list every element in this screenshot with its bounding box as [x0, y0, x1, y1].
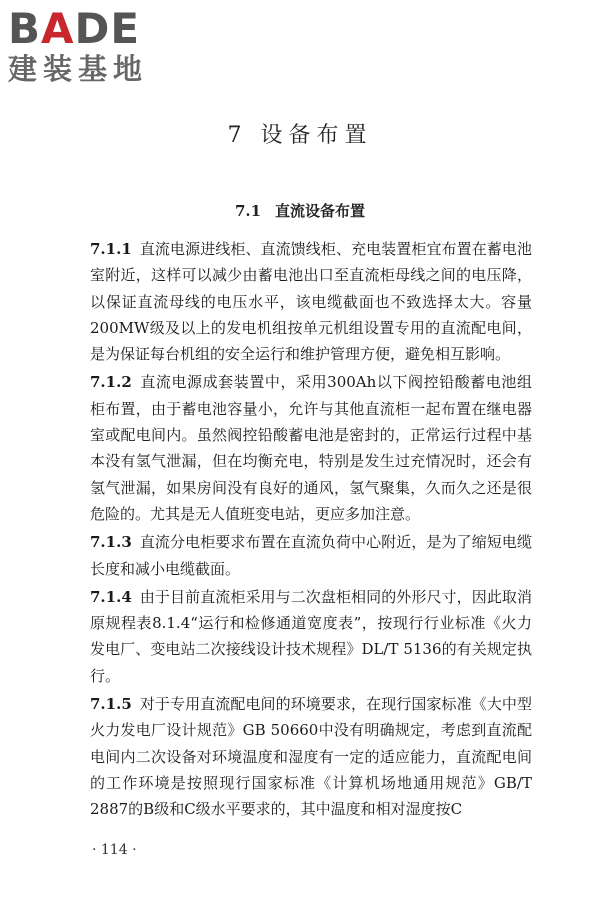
chapter-title: 7 设备布置 — [227, 123, 373, 148]
clause-text: 直流分电柜要求布置在直流负荷中心附近，是为了缩短电缆长度和减小电缆截面。 — [90, 533, 532, 578]
section-heading: 直流设备布置 — [275, 202, 366, 220]
clause-paragraph — [90, 691, 532, 822]
section-number: 7.1 — [234, 202, 262, 220]
clause-paragraph — [90, 369, 532, 527]
clause-paragraph — [90, 529, 532, 582]
bade-watermark-logo — [8, 6, 178, 96]
clause-text: 对于专用直流配电间的环境要求，在现行国家标准《大中型火力发电厂设计规范》GB 50660中没有明确规定，考虑到直流配电间内二次设备对环境温度和湿度有一定的适应能力，直流配电间的工作环境是按照现行国家标准《计算机场地通用规范》GB/T 2887的B级和C级水平要求的，其中温度和相对湿度按C — [90, 695, 532, 819]
clause-text: 直流电源成套装置中，采用300Ah以下阀控铅酸蓄电池组柜布置，由于蓄电池容量小，允许与其他直流柜一起布置在继电器室或配电间内。虽然阀控铅酸蓄电池是密封的，正常运行过程中基本没有氢气泄漏，但在均衡充电，特别是发生过充情况时，还会有氢气泄漏，如果房间没有良好的通风，氢气聚集，久而久之还是很危险的。尤其是无人值班变电站，更应多加注意。 — [90, 373, 532, 523]
clause-text: 由于目前直流柜采用与二次盘柜相同的外形尺寸，因此取消原规程表8.1.4“运行和检修通道宽度表”，按现行行业标准《火力发电厂、变电站二次接线设计技术规程》DL/T 5136的有关规定执行。 — [90, 587, 532, 685]
clause-paragraph — [90, 236, 532, 367]
clause-number: 7.1.2 — [90, 373, 132, 392]
clause-paragraph — [90, 584, 532, 689]
clause-number: 7.1.1 — [90, 240, 132, 258]
watermark-chinese-text: 建装基地 — [8, 52, 149, 86]
clause-number: 7.1.3 — [90, 533, 132, 552]
watermark-letter-a: A — [41, 4, 75, 53]
watermark-latin-text — [8, 6, 178, 52]
clause-number: 7.1.5 — [90, 695, 132, 714]
clause-text: 直流电源进线柜、直流馈线柜、充电装置柜宜布置在蓄电池室附近，这样可以减少由蓄电池出口至直流柜母线之间的电压降，以保证直流母线的电压水平，该电缆截面也不致选择太大。容量200MW级及以上的发电机组按单元机组设置专用的直流配电间，是为保证每台机组的安全运行和维护管理方便，避免相互影响。 — [90, 240, 532, 364]
document-body — [90, 236, 532, 825]
clause-number: 7.1.4 — [90, 587, 132, 606]
section-title — [0, 200, 600, 221]
watermark-letter-b: B — [8, 4, 42, 53]
page-number: · 114 · — [92, 842, 137, 858]
watermark-letters-de: DE — [74, 4, 141, 53]
